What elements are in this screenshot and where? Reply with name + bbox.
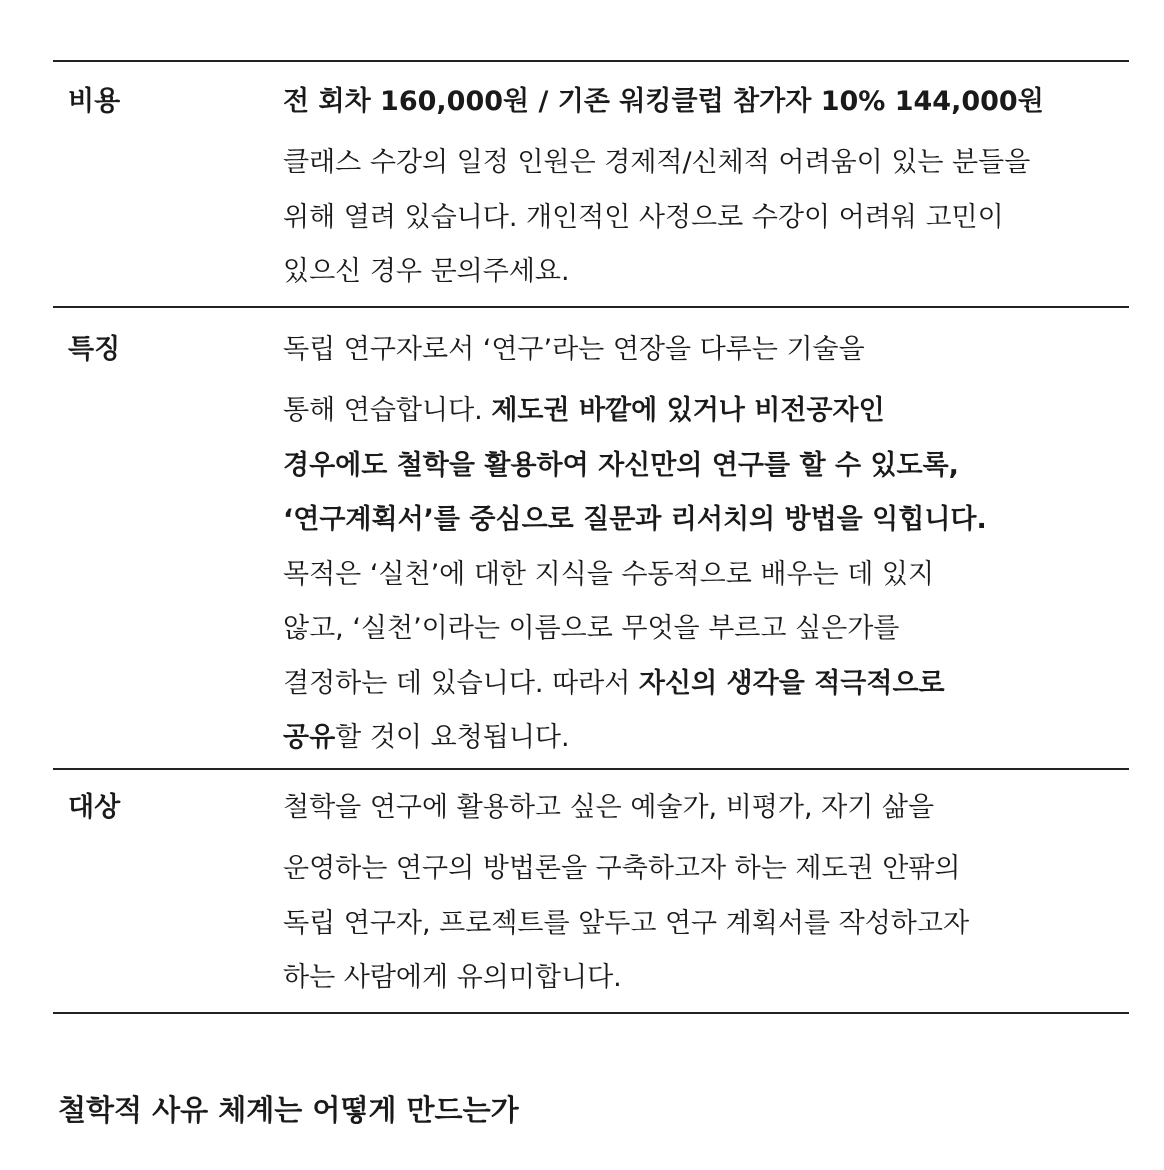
row-label-cost: 비용: [68, 86, 121, 117]
features-emphasis: 제도권 바깥에 있거나 비전공자인: [491, 395, 885, 426]
features-line: [283, 439, 1129, 494]
cost-line: 위해 열려 있습니다. 개인적인 사정으로 수강이 어려워 고민이: [283, 201, 1004, 233]
features-text: 할 것이 요청됩니다.: [335, 722, 570, 753]
features-emphasis: ‘연구계획서’를 중심으로 질문과 리서치의 방법을 익힙니다.: [283, 504, 987, 535]
info-row-target: [53, 770, 1129, 1014]
features-text: 결정하는 데 있습니다. 따라서: [283, 667, 639, 699]
info-table: [53, 60, 1129, 1014]
target-line: 운영하는 연구의 방법론을 구축하고자 하는 제도권 안팎의: [283, 853, 961, 884]
row-content-cost: [283, 82, 1129, 306]
target-line: 철학을 연구에 활용하고 싶은 예술가, 비평가, 자기 삶을: [283, 792, 935, 823]
features-text: 통해 연습합니다.: [283, 395, 492, 426]
row-content-target: [283, 788, 1129, 1012]
features-line: [283, 493, 1129, 548]
row-label-features: 특징: [68, 334, 121, 365]
row-label-target: 대상: [68, 792, 121, 823]
cost-headline: 전 회차 160,000원 / 기존 워킹클럽 참가자 10% 144,000원: [283, 86, 1044, 117]
features-line: 않고, ‘실천’이라는 이름으로 무엇을 부르고 싶은가를: [283, 613, 900, 644]
features-line: [283, 711, 1129, 766]
info-row-features: [53, 308, 1129, 770]
features-emphasis: 공유: [283, 722, 336, 753]
features-emphasis: 경우에도 철학을 활용하여 자신만의 연구를 할 수 있도록,: [283, 449, 959, 481]
features-line: [283, 384, 1129, 439]
cost-line: 클래스 수강의 일정 인원은 경제적/신체적 어려움이 있는 분들을: [283, 147, 1031, 178]
info-row-cost: [53, 62, 1129, 308]
cost-line: 있으신 경우 문의주세요.: [283, 256, 570, 287]
target-line: 독립 연구자, 프로젝트를 앞두고 연구 계획서를 작성하고자: [283, 907, 970, 939]
features-line: 독립 연구자로서 ‘연구’라는 연장을 다루는 기술을: [283, 334, 865, 365]
features-emphasis: 자신의 생각을 적극적으로: [638, 667, 945, 699]
features-line: [283, 657, 1129, 712]
features-line: 목적은 ‘실천’에 대한 지식을 수동적으로 배우는 데 있지: [283, 558, 935, 590]
section-heading: 철학적 사유 체계는 어떻게 만드는가: [58, 1093, 519, 1127]
target-line: 하는 사람에게 유의미합니다.: [283, 962, 622, 993]
row-content-features: [283, 330, 1129, 768]
